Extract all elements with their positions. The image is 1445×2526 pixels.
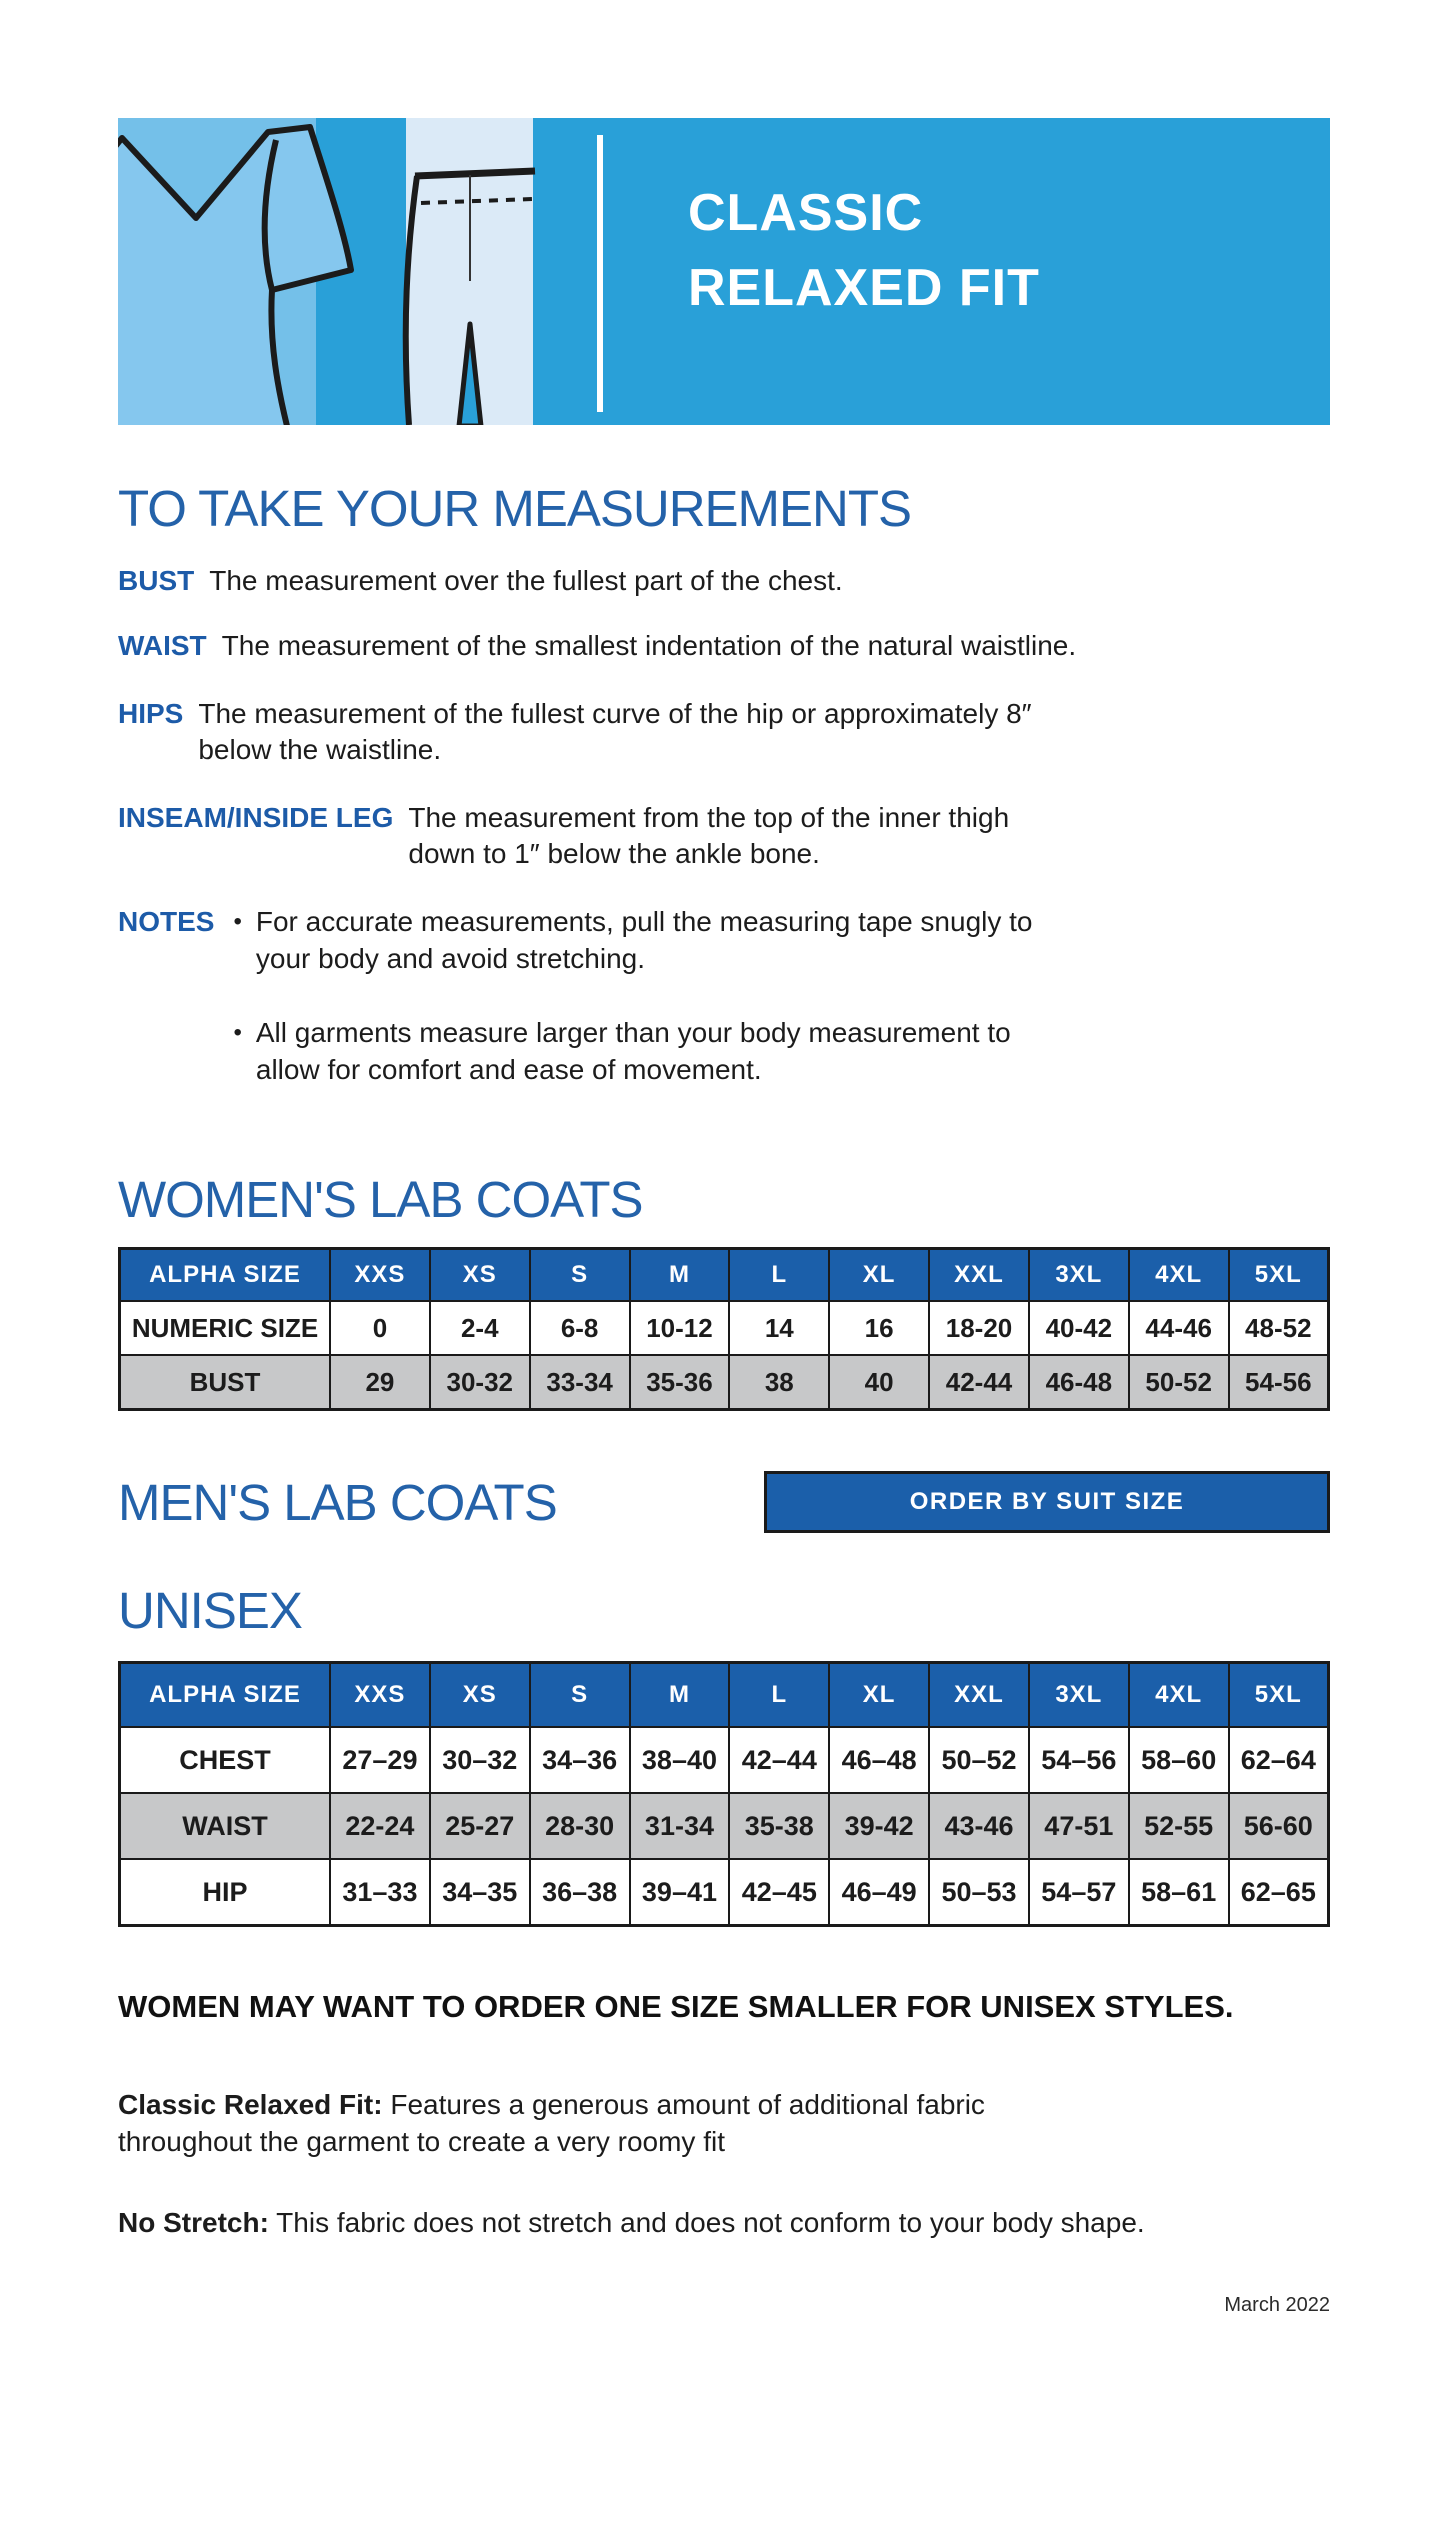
table-row-hip xyxy=(120,1859,1329,1926)
note-item xyxy=(229,1015,1055,1088)
table-header-row xyxy=(120,1249,1329,1302)
column-header: ALPHA SIZE xyxy=(120,1663,331,1728)
row-label: HIP xyxy=(120,1859,331,1926)
definition-text: The measurement over the fullest part of the chest. xyxy=(209,565,843,597)
womens-heading: WOMEN'S LAB COATS xyxy=(118,1170,643,1228)
size-cell: 54-56 xyxy=(1229,1355,1329,1410)
size-cell: 48-52 xyxy=(1229,1301,1329,1355)
column-header: S xyxy=(530,1663,630,1728)
table-header-row xyxy=(120,1663,1329,1728)
definition-label: BUST xyxy=(118,565,195,597)
size-cell: 25-27 xyxy=(430,1793,530,1859)
size-cell: 46–49 xyxy=(829,1859,929,1926)
notes-label: NOTES xyxy=(118,906,215,938)
size-cell: 31-34 xyxy=(630,1793,730,1859)
definition-text: The measurement of the fullest curve of the hip or approximately 8″ below the waistline. xyxy=(198,697,1032,766)
banner-title-line1: CLASSIC xyxy=(688,184,924,242)
size-cell: 62–64 xyxy=(1229,1727,1329,1793)
definition-label: HIPS xyxy=(118,697,184,729)
size-cell: 58–61 xyxy=(1129,1859,1229,1926)
measurement-notes xyxy=(118,904,1330,1088)
note-item xyxy=(229,904,1055,977)
definition-label: INSEAM/INSIDE LEG xyxy=(118,801,394,833)
size-cell: 34–35 xyxy=(430,1859,530,1926)
size-cell: 42–44 xyxy=(729,1727,829,1793)
size-cell: 38–40 xyxy=(630,1727,730,1793)
size-cell: 10-12 xyxy=(630,1301,730,1355)
column-header: M xyxy=(630,1249,730,1302)
column-header: XS xyxy=(430,1663,530,1728)
table-row-chest xyxy=(120,1727,1329,1793)
column-header: XXS xyxy=(330,1663,430,1728)
size-cell: 40-42 xyxy=(1029,1301,1129,1355)
banner xyxy=(118,118,1330,425)
size-cell: 35-38 xyxy=(729,1793,829,1859)
banner-title-line2: RELAXED FIT xyxy=(688,259,1040,318)
column-header: ALPHA SIZE xyxy=(120,1249,331,1302)
size-cell: 42-44 xyxy=(929,1355,1029,1410)
size-cell: 50–53 xyxy=(929,1859,1029,1926)
size-cell: 36–38 xyxy=(530,1859,630,1926)
size-cell: 31–33 xyxy=(330,1859,430,1926)
definition-text: The measurement of the smallest indentation of the natural waistline. xyxy=(221,630,1077,662)
size-cell: 0 xyxy=(330,1301,430,1355)
column-header: 3XL xyxy=(1029,1663,1129,1728)
mens-section-header xyxy=(118,1473,1330,1531)
measurement-definition-hips xyxy=(118,696,1330,769)
size-cell: 39–41 xyxy=(630,1859,730,1926)
definition-label: WAIST xyxy=(118,630,207,662)
page xyxy=(118,118,1330,2317)
size-cell: 54–56 xyxy=(1029,1727,1129,1793)
stretch-label: No Stretch: xyxy=(118,2207,269,2239)
fit-description xyxy=(118,2087,1058,2161)
column-header: XXS xyxy=(330,1249,430,1302)
size-cell: 16 xyxy=(829,1301,929,1355)
unisex-sizing-note: WOMEN MAY WANT TO ORDER ONE SIZE SMALLER FOR UNISEX STYLES. xyxy=(118,1989,1234,2025)
size-cell: 44-46 xyxy=(1129,1301,1229,1355)
unisex-size-table xyxy=(118,1661,1330,1927)
column-header: L xyxy=(729,1663,829,1728)
column-header: XL xyxy=(829,1249,929,1302)
banner-title xyxy=(688,176,1040,327)
table-row-numeric-size xyxy=(120,1301,1329,1355)
table-row-waist xyxy=(120,1793,1329,1859)
column-header: 3XL xyxy=(1029,1249,1129,1302)
size-cell: 2-4 xyxy=(430,1301,530,1355)
size-cell: 40 xyxy=(829,1355,929,1410)
definition-text: The measurement from the top of the inner thigh down to 1″ below the ankle bone. xyxy=(408,801,1010,870)
size-cell: 47-51 xyxy=(1029,1793,1129,1859)
stretch-text: This fabric does not stretch and does not conform to your body shape. xyxy=(268,2207,1145,2239)
row-label: WAIST xyxy=(120,1793,331,1859)
column-header: L xyxy=(729,1249,829,1302)
stretch-description xyxy=(118,2205,1330,2242)
size-cell: 50-52 xyxy=(1129,1355,1229,1410)
column-header: XXL xyxy=(929,1663,1029,1728)
size-cell: 42–45 xyxy=(729,1859,829,1926)
fit-text: Features a generous amount of additional fabric throughout the garment to create a very roomy fit xyxy=(118,2089,985,2158)
column-header: 4XL xyxy=(1129,1249,1229,1302)
banner-divider-line xyxy=(597,135,603,412)
column-header: XL xyxy=(829,1663,929,1728)
bullet-icon: • xyxy=(233,1019,242,1047)
size-cell: 46–48 xyxy=(829,1727,929,1793)
measurement-definition-inseam xyxy=(118,800,1330,873)
size-cell: 52-55 xyxy=(1129,1793,1229,1859)
size-cell: 50–52 xyxy=(929,1727,1029,1793)
size-cell: 56-60 xyxy=(1229,1793,1329,1859)
size-cell: 18-20 xyxy=(929,1301,1029,1355)
measurements-heading: TO TAKE YOUR MEASUREMENTS xyxy=(118,480,912,537)
size-cell: 6-8 xyxy=(530,1301,630,1355)
measurement-definition-bust xyxy=(118,563,1330,599)
row-label: CHEST xyxy=(120,1727,331,1793)
row-label: NUMERIC SIZE xyxy=(120,1301,331,1355)
note-text: All garments measure larger than your body measurement to allow for comfort and ease of movement. xyxy=(255,1017,1011,1085)
womens-size-table xyxy=(118,1247,1330,1411)
size-cell: 34–36 xyxy=(530,1727,630,1793)
order-by-suit-size-button[interactable]: ORDER BY SUIT SIZE xyxy=(764,1471,1330,1533)
note-text: For accurate measurements, pull the measuring tape snugly to your body and avoid stretching. xyxy=(255,906,1033,974)
column-header: S xyxy=(530,1249,630,1302)
size-cell: 38 xyxy=(729,1355,829,1410)
row-label: BUST xyxy=(120,1355,331,1410)
size-cell: 35-36 xyxy=(630,1355,730,1410)
size-cell: 46-48 xyxy=(1029,1355,1129,1410)
size-cell: 58–60 xyxy=(1129,1727,1229,1793)
size-cell: 62–65 xyxy=(1229,1859,1329,1926)
size-cell: 43-46 xyxy=(929,1793,1029,1859)
mens-heading: MEN'S LAB COATS xyxy=(118,1473,557,1531)
column-header: 5XL xyxy=(1229,1249,1329,1302)
size-cell: 22-24 xyxy=(330,1793,430,1859)
size-cell: 30-32 xyxy=(430,1355,530,1410)
column-header: 4XL xyxy=(1129,1663,1229,1728)
size-cell: 33-34 xyxy=(530,1355,630,1410)
unisex-heading: UNISEX xyxy=(118,1582,302,1640)
notes-list xyxy=(229,904,1055,1088)
bullet-icon: • xyxy=(233,908,242,936)
column-header: M xyxy=(630,1663,730,1728)
revision-date: March 2022 xyxy=(1224,2294,1330,2316)
size-cell: 29 xyxy=(330,1355,430,1410)
fit-label: Classic Relaxed Fit: xyxy=(118,2089,383,2121)
size-cell: 28-30 xyxy=(530,1793,630,1859)
column-header: XS xyxy=(430,1249,530,1302)
size-cell: 30–32 xyxy=(430,1727,530,1793)
size-cell: 39-42 xyxy=(829,1793,929,1859)
column-header: XXL xyxy=(929,1249,1029,1302)
table-row-bust xyxy=(120,1355,1329,1410)
size-cell: 54–57 xyxy=(1029,1859,1129,1926)
size-cell: 14 xyxy=(729,1301,829,1355)
column-header: 5XL xyxy=(1229,1663,1329,1728)
measurement-definition-waist xyxy=(118,628,1330,664)
size-cell: 27–29 xyxy=(330,1727,430,1793)
